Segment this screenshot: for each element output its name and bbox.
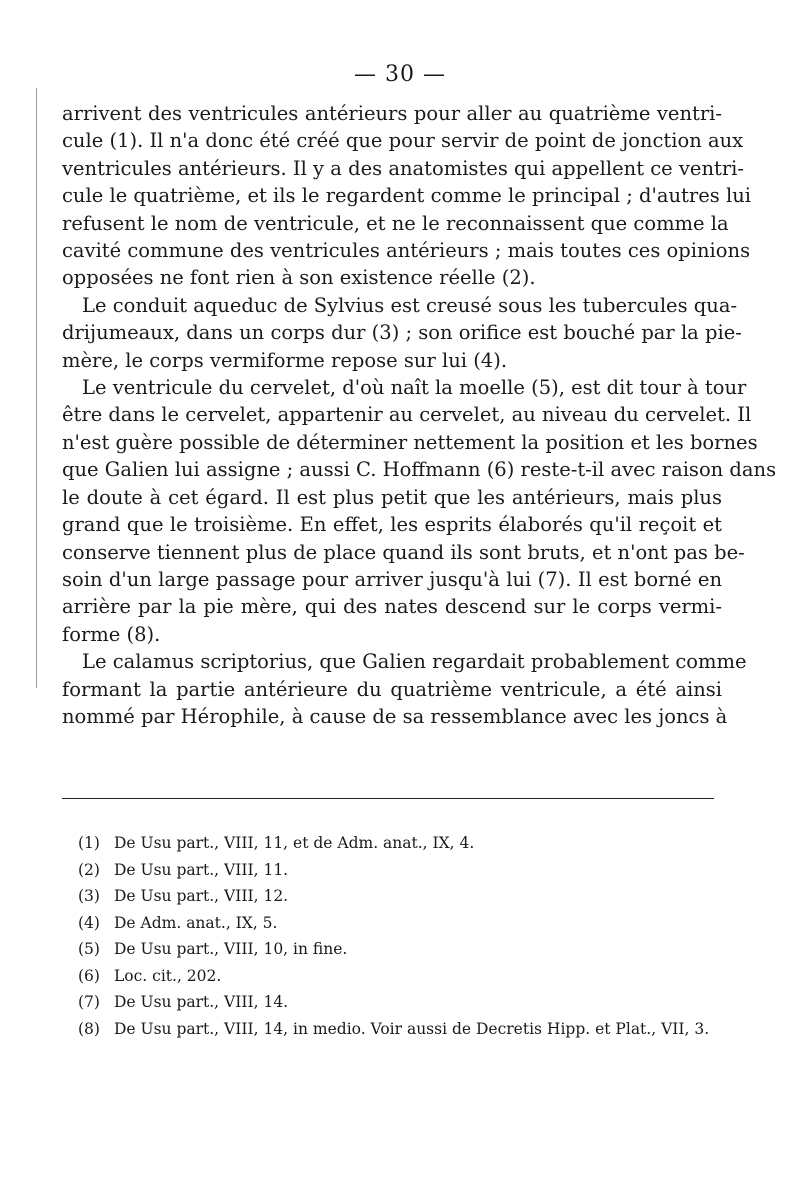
footnote-number: (8)	[78, 1019, 100, 1038]
footnote-text: Loc. cit., 202.	[114, 966, 222, 985]
body-line: opposées ne font rien à son existence réelle (2).	[62, 266, 536, 290]
body-line: Le conduit aqueduc de Sylvius est creusé sous les tubercules qua-	[82, 293, 738, 317]
footnote-number: (5)	[78, 940, 100, 958]
footnote-text: De Usu part., VIII, 10, in fine.	[114, 940, 348, 958]
footnote	[78, 936, 728, 963]
body-line: le doute à cet égard. Il est plus petit que les antérieurs, mais plus	[62, 485, 722, 509]
footnote-number: (3)	[78, 887, 100, 905]
body-line: drijumeaux, dans un corps dur (3) ; son orifice est bouché par la pie-	[62, 321, 742, 345]
footnote-text: De Usu part., VIII, 11, et de Adm. anat., IX, 4.	[114, 834, 475, 852]
footnote	[78, 1016, 728, 1043]
body-line: forme (8).	[62, 622, 161, 646]
body-line: n'est guère possible de déterminer nettement la position et les bornes	[62, 430, 758, 454]
margin-pencil-line	[36, 88, 37, 688]
footnote-divider	[62, 798, 714, 799]
body-line: nommé par Hérophile, à cause de sa ressemblance avec les joncs à	[62, 704, 728, 728]
body-line: mère, le corps vermiforme repose sur lui (4).	[62, 348, 508, 372]
footnote-text: De Adm. anat., IX, 5.	[114, 913, 278, 932]
body-text	[62, 100, 777, 730]
body-line: ventricules antérieurs. Il y a des anatomistes qui appellent ce ventri-	[62, 156, 744, 180]
footnote	[78, 989, 728, 1016]
body-line: arrière par la pie mère, qui des nates descend sur le corps vermi-	[62, 595, 722, 619]
body-line: soin d'un large passage pour arriver jusqu'à lui (7). Il est borné en	[62, 567, 722, 591]
footnote-number: (7)	[78, 993, 100, 1011]
footnote-number: (6)	[78, 966, 100, 985]
body-line: conserve tiennent plus de place quand ils sont bruts, et n'ont pas be-	[62, 540, 745, 564]
body-line: grand que le troisième. En effet, les esprits élaborés qu'il reçoit et	[62, 513, 722, 537]
footnote-text: De Usu part., VIII, 14.	[114, 993, 289, 1011]
body-line: arrivent des ventricules antérieurs pour aller au quatrième ventri-	[62, 102, 722, 125]
footnote-number: (1)	[78, 834, 100, 852]
body-line: Le calamus scriptorius, que Galien regardait probablement comme	[82, 650, 747, 674]
footnotes	[78, 830, 728, 1042]
footnote	[78, 830, 728, 857]
footnote-text: De Usu part., VIII, 12.	[114, 887, 289, 905]
body-line: cavité commune des ventricules antérieurs ; mais toutes ces opinions	[62, 239, 751, 263]
footnote-text: De Usu part., VIII, 14, in medio. Voir aussi de Decretis Hipp. et Plat., VII, 3.	[114, 1019, 710, 1038]
page-number: — 30 —	[354, 62, 446, 87]
footnote	[78, 857, 728, 884]
body-line: formant la partie antérieure du quatrième ventricule, a été ainsi	[62, 677, 722, 701]
body-line: Le ventricule du cervelet, d'où naît la moelle (5), est dit tour à tour	[82, 376, 747, 400]
body-line: être dans le cervelet, appartenir au cervelet, au niveau du cervelet. Il	[62, 403, 752, 427]
footnote	[78, 910, 728, 937]
body-line: refusent le nom de ventricule, et ne le reconnaissent que comme la	[62, 211, 729, 235]
footnote-number: (4)	[78, 913, 100, 932]
body-line: cule le quatrième, et ils le regardent comme le principal ; d'autres lui	[62, 184, 751, 208]
footnote-number: (2)	[78, 860, 100, 879]
footnote-text: De Usu part., VIII, 11.	[114, 860, 289, 879]
footnote	[78, 963, 728, 990]
body-line: que Galien lui assigne ; aussi C. Hoffmann (6) reste-t-il avec raison dans	[62, 458, 777, 482]
body-line: cule (1). Il n'a donc été créé que pour servir de point de jonction aux	[62, 129, 744, 153]
footnote	[78, 883, 728, 910]
